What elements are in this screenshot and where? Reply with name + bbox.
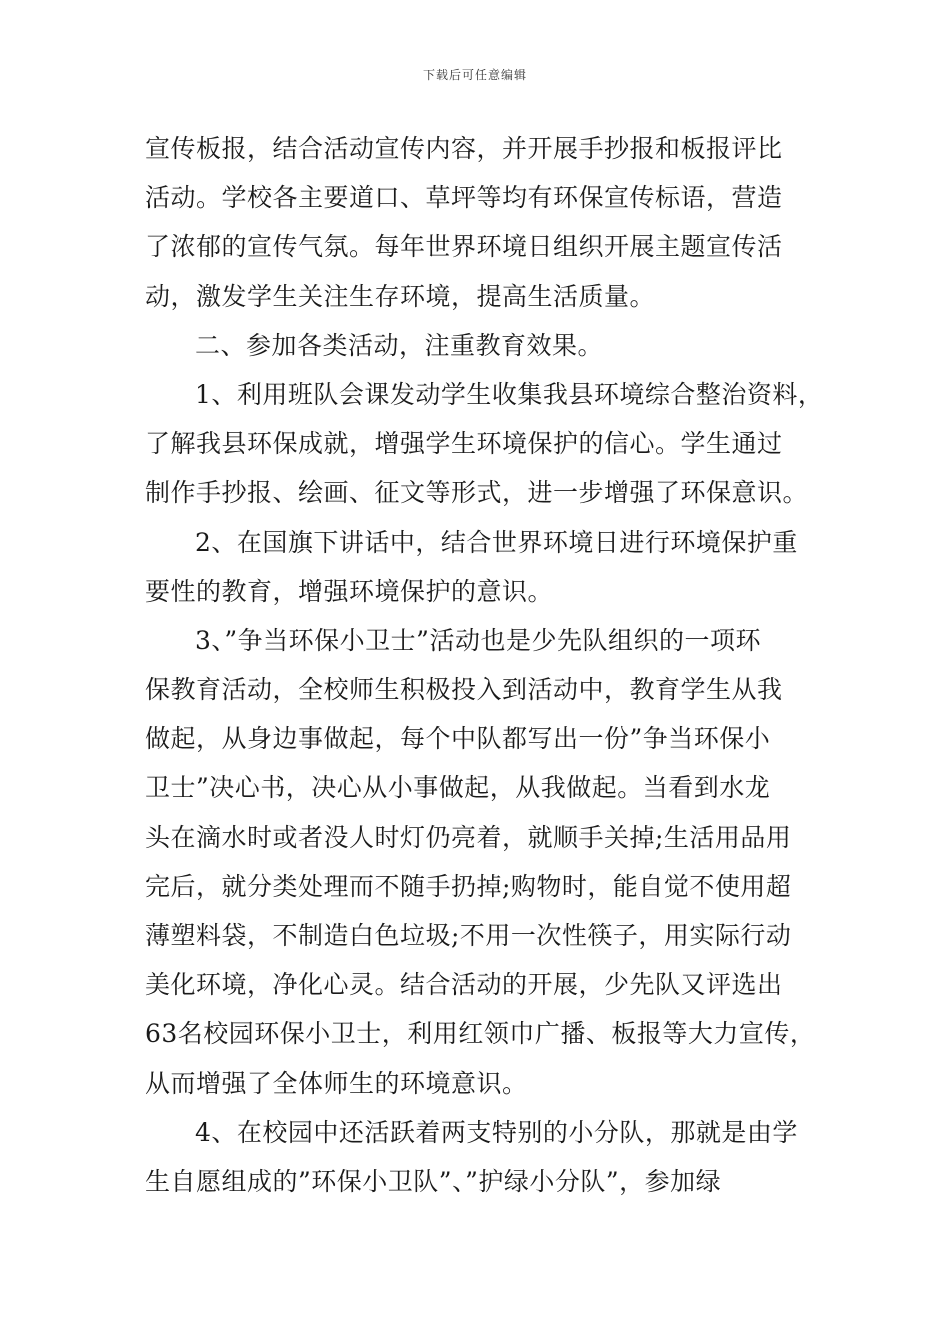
text-line: 头在滴水时或者没人时灯仍亮着，就顺手关掉;生活用品用 [145, 822, 792, 852]
text-line: 要性的教育，增强环境保护的意识。 [145, 576, 554, 606]
paragraph-start: 4、在校园中还活跃着两支特别的小分队，那就是由学 [195, 1117, 798, 1147]
text-line: 宣传板报，结合活动宣传内容，并开展手抄报和板报评比 [145, 134, 783, 163]
text-line: 了解我县环保成就，增强学生环境保护的信心。学生通过 [145, 429, 783, 459]
document-body [145, 124, 824, 1206]
text-line: 卫士”决心书，决心从小事做起，从我做起。当看到水龙 [145, 773, 771, 803]
text-line: 完后，就分类处理而不随手扔掉;购物时，能自觉不使用超 [145, 871, 792, 901]
text-line: 薄塑料袋，不制造白色垃圾;不用一次性筷子，用实际行动 [145, 921, 792, 950]
text-line: 从而增强了全体师生的环境意识。 [145, 1068, 528, 1098]
text-line: 生自愿组成的”环保小卫队”、”护绿小分队”，参加绿 [145, 1166, 722, 1196]
text-line: 美化环境，净化心灵。结合活动的开展，少先队又评选出 [145, 970, 783, 1000]
text-line: 活动。学校各主要道口、草坪等均有环保宣传标语，营造 [145, 183, 783, 213]
text-line: 制作手抄报、绘画、征文等形式，进一步增强了环保意识。 [145, 478, 809, 508]
text-line: 63名校园环保小卫士，利用红领巾广播、板报等大力宣传， [145, 1019, 816, 1049]
text-line: 动，激发学生关注生存环境，提高生活质量。 [145, 281, 656, 311]
text-line: 做起，从身边事做起，每个中队都写出一份”争当环保小 [145, 724, 771, 754]
page-header: 下载后可任意编辑 [422, 68, 527, 82]
section-heading: 二、参加各类活动，注重教育效果。 [195, 330, 604, 360]
text-line: 了浓郁的宣传气氛。每年世界环境日组织开展主题宣传活 [145, 232, 783, 262]
text-line: 保教育活动，全校师生积极投入到活动中，教育学生从我 [145, 675, 783, 705]
paragraph-start: 3、”争当环保小卫士”活动也是少先队组织的一项环 [195, 625, 761, 655]
paragraph-start: 1、利用班队会课发动学生收集我县环境综合整治资料， [195, 379, 824, 409]
paragraph-start: 2、在国旗下讲话中，结合世界环境日进行环境保护重 [195, 527, 798, 557]
